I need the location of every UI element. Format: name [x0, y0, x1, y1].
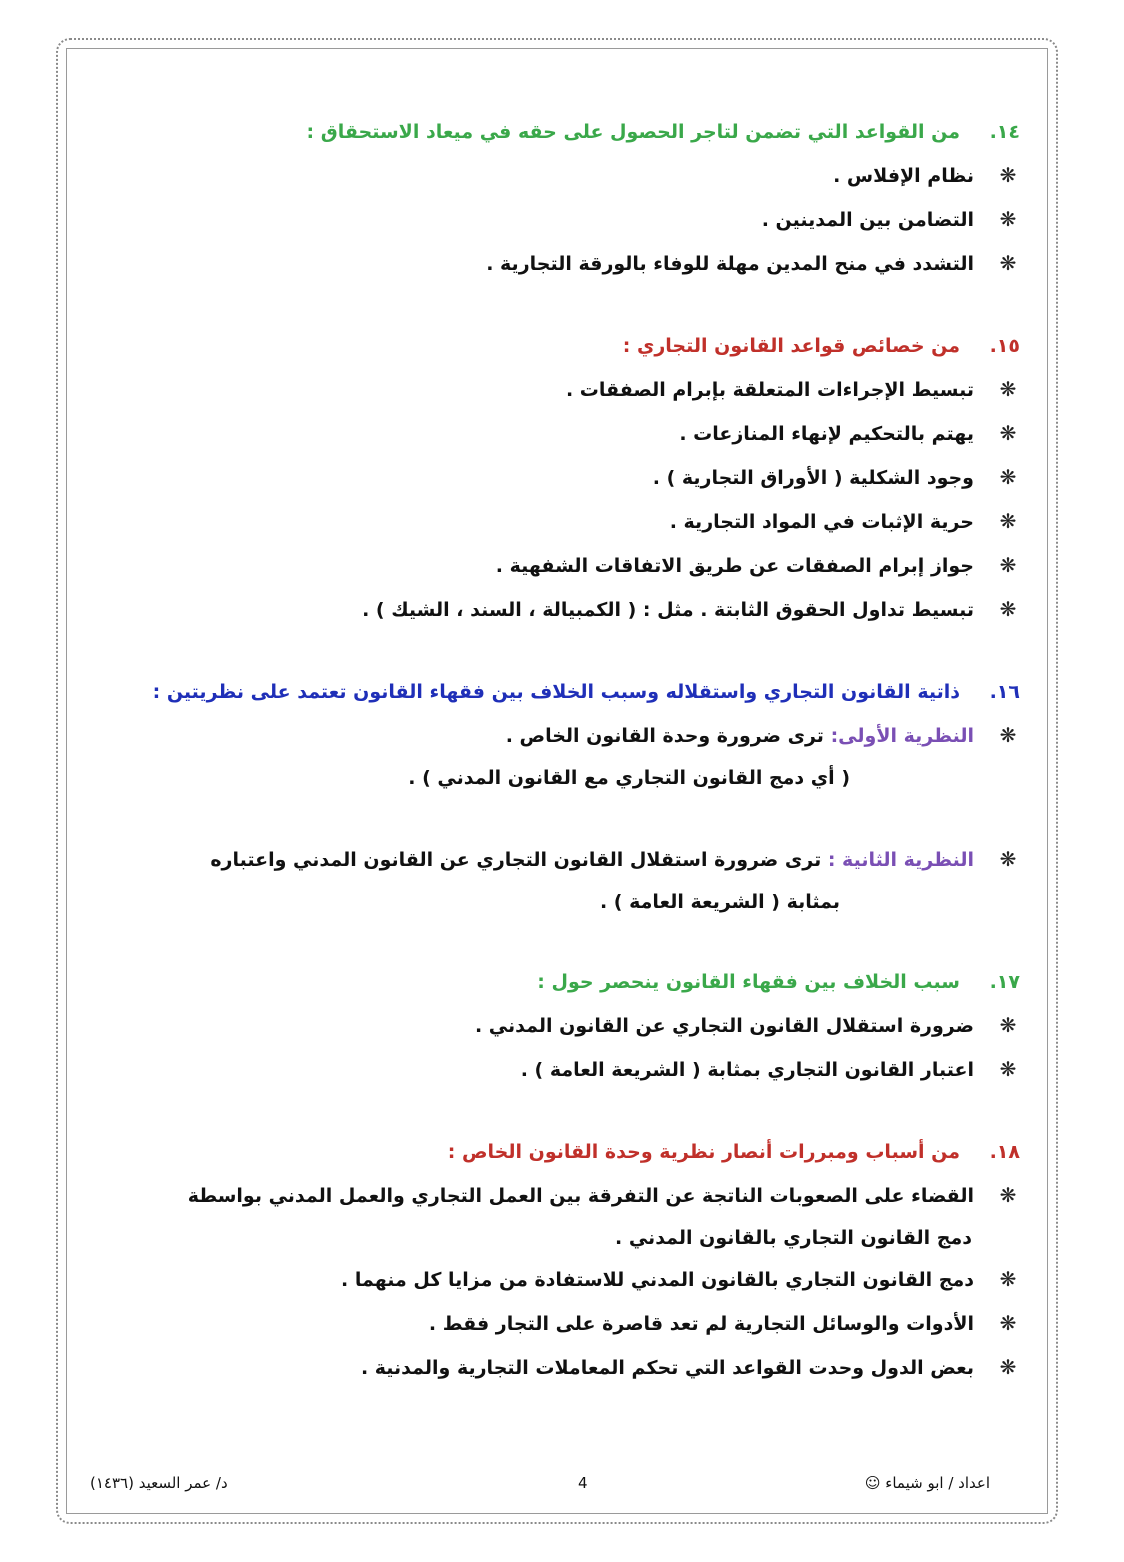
bullet-icon: ❋: [999, 847, 1017, 871]
list-item-second-theory: ❋ النظرية الثانية : ترى ضرورة استقلال القانون التجاري عن القانون المدني واعتباره: [120, 838, 1020, 882]
list-item: ❋ وجود الشكلية ( الأوراق التجارية ) .: [120, 456, 1020, 500]
list-item-continuation: دمج القانون التجاري بالقانون المدني .: [615, 1227, 972, 1249]
bullet-icon: ❋: [999, 553, 1017, 577]
list-item: ❋ بعض الدول وحدت القواعد التي تحكم المعاملات التجارية والمدنية .: [120, 1346, 1020, 1390]
bullet-icon: ❋: [999, 597, 1017, 621]
section-number: ١٤.: [989, 121, 1020, 143]
section-number: ١٥.: [989, 335, 1020, 357]
list-item: ❋ التشدد في منح المدين مهلة للوفاء بالورقة التجارية .: [120, 242, 1020, 286]
bullet-icon: ❋: [999, 723, 1017, 747]
list-item-first-theory: ❋ النظرية الأولى: ترى ضرورة وحدة القانون الخاص .: [120, 714, 1020, 758]
list-item: ❋ ضرورة استقلال القانون التجاري عن القانون المدني .: [120, 1004, 1020, 1048]
section-number: ١٦.: [989, 681, 1020, 703]
list-item: ❋ التضامن بين المدينين .: [120, 198, 1020, 242]
list-item: ❋ القضاء على الصعوبات الناتجة عن التفرقة بين العمل التجاري والعمل المدني بواسطة: [120, 1174, 1020, 1218]
section-number: ١٧.: [989, 971, 1020, 993]
page-number: 4: [578, 1474, 588, 1492]
section-18: [120, 1130, 1020, 1390]
bullet-icon: ❋: [999, 1311, 1017, 1335]
list-item: ❋ حرية الإثبات في المواد التجارية .: [120, 500, 1020, 544]
section-16: [120, 670, 1020, 922]
list-item: ❋ تبسيط الإجراءات المتعلقة بإبرام الصفقات .: [120, 368, 1020, 412]
section-14-heading: [120, 110, 1020, 154]
bullet-icon: ❋: [999, 251, 1017, 275]
section-17: [120, 960, 1020, 1092]
bullet-icon: ❋: [999, 509, 1017, 533]
section-title: من أسباب ومبررات أنصار نظرية وحدة القانون الخاص :: [447, 1141, 960, 1163]
bullet-icon: ❋: [999, 163, 1017, 187]
bullet-icon: ❋: [999, 207, 1017, 231]
list-item: ❋ الأدوات والوسائل التجارية لم تعد قاصرة على التجار فقط .: [120, 1302, 1020, 1346]
section-title: ذاتية القانون التجاري واستقلاله وسبب الخلاف بين فقهاء القانون تعتمد على نظريتين :: [152, 681, 960, 703]
bullet-icon: ❋: [999, 1355, 1017, 1379]
page-footer: [90, 1474, 990, 1496]
section-number: ١٨.: [989, 1141, 1020, 1163]
bullet-icon: ❋: [999, 1057, 1017, 1081]
section-16-heading: [120, 670, 1020, 714]
theory-note: ( أي دمج القانون التجاري مع القانون المدني ) .: [408, 767, 850, 789]
section-14: [120, 110, 1020, 286]
bullet-icon: ❋: [999, 465, 1017, 489]
document-body: [120, 110, 1020, 1428]
list-item: ❋ تبسيط تداول الحقوق الثابتة . مثل : ( الكمبيالة ، السند ، الشيك ) .: [120, 588, 1020, 632]
bullet-icon: ❋: [999, 1013, 1017, 1037]
theory-label: النظرية الأولى:: [830, 725, 974, 747]
section-15: [120, 324, 1020, 632]
list-item: ❋ نظام الإفلاس .: [120, 154, 1020, 198]
footer-prepared-by: اعداد / ابو شيماء ☺: [864, 1474, 990, 1492]
section-title: من خصائص قواعد القانون التجاري :: [622, 335, 960, 357]
section-title: من القواعد التي تضمن لتاجر الحصول على حقه في ميعاد الاستحقاق :: [306, 121, 960, 143]
theory-continuation: بمثابة ( الشريعة العامة ) .: [599, 891, 840, 913]
list-item: ❋ دمج القانون التجاري بالقانون المدني للاستفادة من مزايا كل منهما .: [120, 1258, 1020, 1302]
bullet-icon: ❋: [999, 1183, 1017, 1207]
list-item: ❋ جواز إبرام الصفقات عن طريق الاتفاقات الشفهية .: [120, 544, 1020, 588]
list-item: ❋ يهتم بالتحكيم لإنهاء المنازعات .: [120, 412, 1020, 456]
bullet-icon: ❋: [999, 421, 1017, 445]
list-item: ❋ اعتبار القانون التجاري بمثابة ( الشريعة العامة ) .: [120, 1048, 1020, 1092]
section-title: سبب الخلاف بين فقهاء القانون ينحصر حول :: [537, 971, 960, 993]
footer-author: د/ عمر السعيد (١٤٣٦): [90, 1474, 228, 1492]
section-15-heading: [120, 324, 1020, 368]
section-18-heading: [120, 1130, 1020, 1174]
section-17-heading: [120, 960, 1020, 1004]
bullet-icon: ❋: [999, 1267, 1017, 1291]
theory-label: النظرية الثانية :: [827, 849, 974, 871]
bullet-icon: ❋: [999, 377, 1017, 401]
